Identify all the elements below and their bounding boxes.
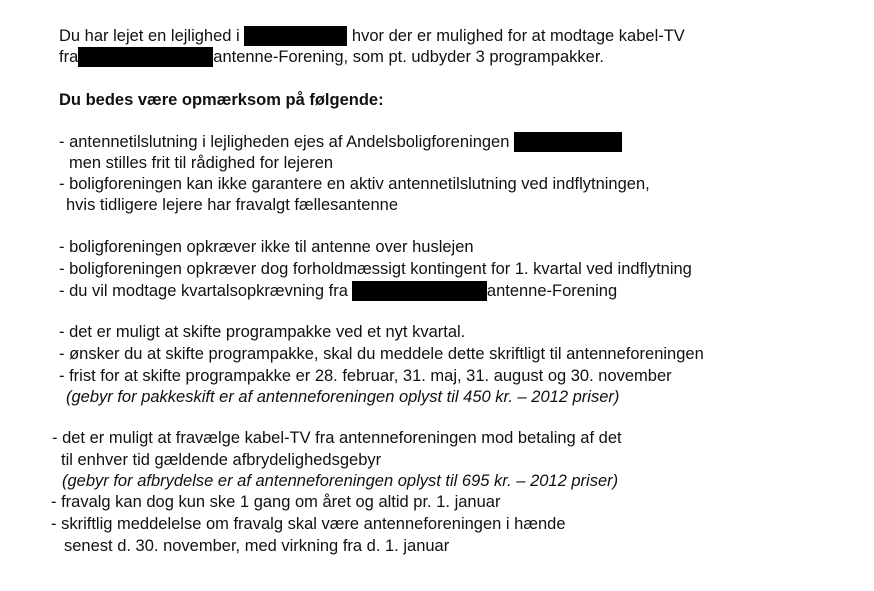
bullet-line: - skriftlig meddelelse om fravalg skal være antenneforeningen i hænde <box>51 515 566 533</box>
intro-line-2 <box>59 47 604 67</box>
bullet-text: antenne-Forening <box>486 282 618 300</box>
bullet-line: - boligforeningen opkræver ikke til antenne over huslejen <box>59 238 474 256</box>
bullet-line: - det er muligt at skifte programpakke ved et nyt kvartal. <box>59 323 466 341</box>
bullet-line: - boligforeningen kan ikke garantere en aktiv antennetilslutning ved indflytningen, <box>59 175 650 193</box>
bullet-line: - fravalg kan dog kun ske 1 gang om året og altid pr. 1. januar <box>51 493 501 511</box>
bullet-line: - boligforeningen opkræver dog forholdmæssigt kontingent for 1. kvartal ved indflytning <box>59 260 692 278</box>
redaction-box <box>352 281 487 301</box>
bullet-line: - det er muligt at fravælge kabel-TV fra antenneforeningen mod betaling af det <box>52 429 622 447</box>
intro-text: hvor der er mulighed for at modtage kabel-TV <box>351 27 685 45</box>
bullet-line: - frist for at skifte programpakke er 28. februar, 31. maj, 31. august og 30. november <box>59 367 672 385</box>
bullet-line: senest d. 30. november, med virkning fra d. 1. januar <box>64 537 450 555</box>
fee-note: (gebyr for pakkeskift er af antenneforeningen oplyst til 450 kr. – 2012 priser) <box>66 388 620 406</box>
intro-text: fra <box>59 48 79 66</box>
redaction-box <box>244 26 347 46</box>
section-heading: Du bedes være opmærksom på følgende: <box>59 91 384 109</box>
bullet-line: hvis tidligere lejere har fravalgt fællesantenne <box>66 196 399 214</box>
intro-text: Du har lejet en lejlighed i <box>59 27 240 45</box>
bullet-text: - du vil modtage kvartalsopkrævning fra <box>59 282 348 300</box>
intro-line-1 <box>59 26 685 46</box>
fee-note: (gebyr for afbrydelse er af antenneforeningen oplyst til 695 kr. – 2012 priser) <box>62 472 619 490</box>
bullet-line: - ønsker du at skifte programpakke, skal du meddele dette skriftligt til antenneforeningen <box>59 345 704 363</box>
bullet-line: til enhver tid gældende afbrydelighedsgebyr <box>61 451 382 469</box>
intro-text: antenne-Forening, som pt. udbyder 3 programpakker. <box>213 48 604 66</box>
bullet-line <box>59 281 617 301</box>
bullet-text: - antennetilslutning i lejligheden ejes af Andelsboligforeningen <box>59 133 510 151</box>
redaction-box <box>514 132 622 152</box>
redaction-box <box>78 47 213 67</box>
bullet-line: men stilles frit til rådighed for lejeren <box>69 154 334 172</box>
bullet-line <box>59 132 622 152</box>
